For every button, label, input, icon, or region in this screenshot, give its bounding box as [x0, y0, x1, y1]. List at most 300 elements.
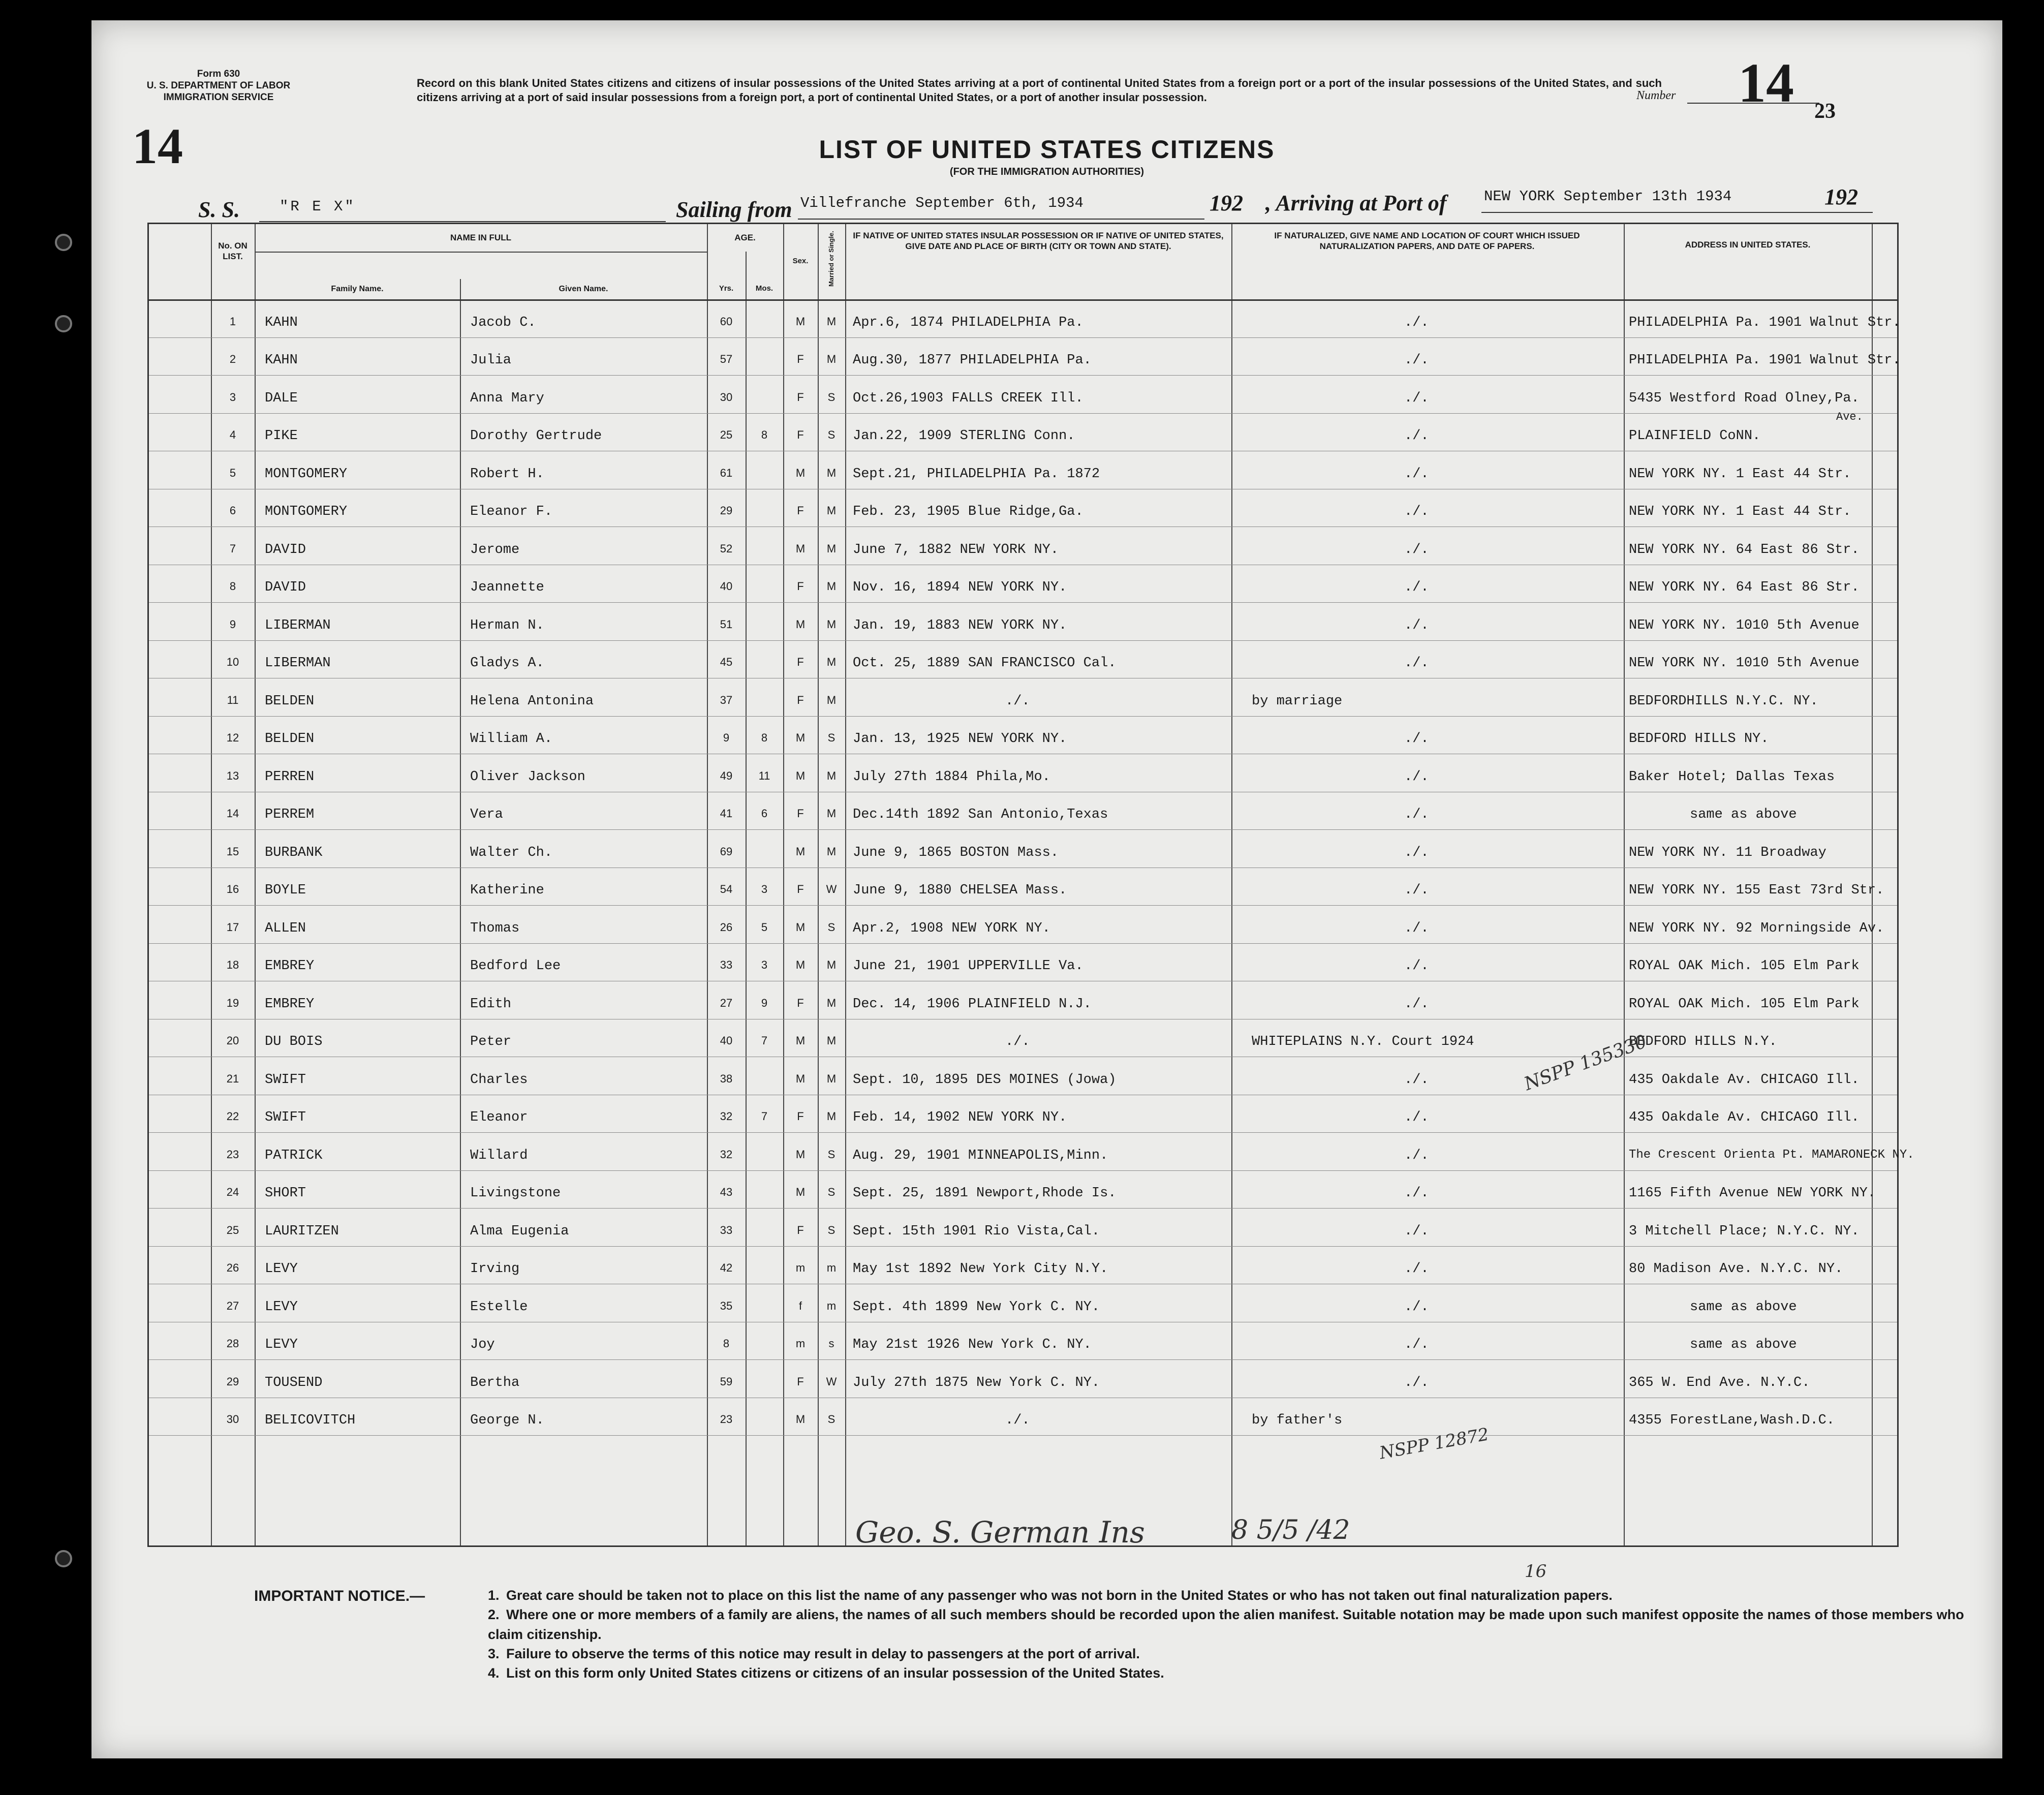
given-name: Walter Ch. [470, 845, 553, 860]
record-instructions: Record on this blank United States citizens and citizens of insular possessions of the United States arriving at a port of continental United States from a foreign port or a port of the insular possessions of the United States, and such citizens arriving at a port of said insular possessions from a foreign port, a port of continental United States, or a port of another insular possession. [417, 77, 1662, 104]
us-address: BEDFORDHILLS N.Y.C. NY. [1629, 693, 1818, 709]
family-name: BELICOVITCH [265, 1413, 356, 1428]
form-identifier [137, 69, 300, 103]
us-address: NEW YORK NY. 155 East 73rd Str. [1629, 883, 1884, 898]
age-years: 33 [720, 1223, 733, 1236]
given-name: Herman N. [470, 617, 544, 633]
row-number: 15 [226, 845, 239, 858]
service-name: IMMIGRATION SERVICE [163, 91, 274, 103]
row-number: 25 [226, 1223, 239, 1236]
age-years: 8 [723, 1337, 730, 1350]
birth-info: Dec.14th 1892 San Antonio,Texas [853, 807, 1108, 822]
given-name: Helena Antonina [470, 693, 594, 709]
given-name: William A. [470, 731, 553, 747]
sailing-from-value: Villefranche September 6th, 1934 [800, 195, 1083, 211]
us-address: NEW YORK NY. 1010 5th Avenue [1629, 617, 1860, 633]
given-name: Charles [470, 1072, 528, 1088]
row-number: 9 [229, 617, 236, 631]
sex: M [795, 920, 806, 934]
age-years: 59 [720, 1375, 733, 1388]
us-address: Baker Hotel; Dallas Texas [1629, 769, 1835, 785]
marital-status: S [827, 390, 835, 404]
family-name: PERREM [265, 807, 315, 822]
birth-info: Sept. 25, 1891 Newport,Rhode Is. [853, 1186, 1117, 1201]
us-address: ROYAL OAK Mich. 105 Elm Park [1629, 958, 1860, 974]
family-name: MONTGOMERY [265, 504, 348, 519]
sex: F [797, 504, 804, 517]
col-header-sex: Sex. [792, 257, 809, 265]
arriving-label: , Arriving at Port of [1265, 191, 1447, 215]
us-address: NEW YORK NY. 64 East 86 Str. [1629, 542, 1860, 558]
sex: F [797, 807, 804, 820]
row-number: 7 [229, 542, 236, 555]
birth-info: Feb. 14, 1902 NEW YORK NY. [853, 1110, 1067, 1125]
age-years: 26 [720, 920, 733, 934]
age-years: 61 [720, 466, 733, 479]
marital-status: M [826, 1110, 837, 1123]
number-label: Number [1636, 89, 1676, 102]
col-header-yrs: Yrs. [719, 284, 734, 293]
us-address: PHILADELPHIA Pa. 1901 Walnut Str. [1629, 353, 1901, 368]
naturalization-info: ./. [1404, 1299, 1429, 1315]
col-header-given-name: Given Name. [559, 285, 608, 293]
naturalization-info: ./. [1404, 731, 1429, 747]
us-address: 1165 Fifth Avenue NEW YORK NY. [1629, 1186, 1876, 1201]
given-name: Livingstone [470, 1186, 561, 1201]
sex: F [797, 428, 804, 441]
family-name: PIKE [265, 428, 298, 444]
age-years: 32 [720, 1110, 733, 1123]
birth-info: Oct.26,1903 FALLS CREEK Ill. [853, 390, 1083, 406]
marital-status: M [826, 580, 837, 593]
given-name: George N. [470, 1413, 544, 1428]
given-name: Gladys A. [470, 656, 544, 671]
sex: F [797, 580, 804, 593]
naturalization-info: ./. [1404, 428, 1429, 444]
row-number: 26 [226, 1261, 239, 1274]
row-number: 30 [226, 1413, 239, 1426]
marital-status: S [827, 731, 835, 744]
birth-info: Apr.2, 1908 NEW YORK NY. [853, 920, 1050, 936]
given-name: Jacob C. [470, 315, 536, 330]
sex: m [795, 1337, 806, 1350]
birth-info: June 21, 1901 UPPERVILLE Va. [853, 958, 1083, 974]
marital-status: M [826, 958, 837, 971]
given-name: Katherine [470, 883, 544, 898]
row-number: 2 [229, 353, 236, 365]
us-address: NEW YORK NY. 1010 5th Avenue [1629, 656, 1860, 671]
row3-address-extra: Ave. [1836, 411, 1863, 423]
age-years: 41 [720, 807, 733, 820]
naturalization-info: ./. [1404, 353, 1429, 368]
birth-info: Apr.6, 1874 PHILADELPHIA Pa. [853, 315, 1083, 330]
col-header-birth: IF NATIVE OF UNITED STATES INSULAR POSSESSION OR IF NATIVE OF UNITED STATES, GIVE DATE AND PLACE OF BIRTH (CITY OR TOWN AND STATE). [853, 231, 1224, 252]
age-years: 23 [720, 1413, 733, 1426]
birth-info: Feb. 23, 1905 Blue Ridge,Ga. [853, 504, 1083, 519]
us-address: PHILADELPHIA Pa. 1901 Walnut Str. [1629, 315, 1901, 330]
given-name: Oliver Jackson [470, 769, 585, 785]
marital-status: s [828, 1337, 834, 1350]
us-address: 4355 ForestLane,Wash.D.C. [1629, 1413, 1835, 1428]
col-header-naturalized: IF NATURALIZED, GIVE NAME AND LOCATION OF COURT WHICH ISSUED NATURALIZATION PAPERS, AND DATE OF PAPERS. [1274, 231, 1580, 252]
marital-status: M [826, 656, 837, 668]
col-header-married-single: Married or Single. [827, 231, 835, 287]
punch-hole [55, 315, 72, 332]
age-months: 5 [761, 920, 768, 934]
family-name: BELDEN [265, 731, 315, 747]
us-address: BEDFORD HILLS N.Y. [1629, 1034, 1777, 1049]
birth-info: Aug. 29, 1901 MINNEAPOLIS,Minn. [853, 1148, 1108, 1163]
row-number: 14 [226, 807, 239, 820]
naturalization-info: ./. [1404, 315, 1429, 330]
us-address: 435 Oakdale Av. CHICAGO Ill. [1629, 1072, 1860, 1088]
family-name: DU BOIS [265, 1034, 323, 1049]
sex: F [797, 883, 804, 895]
col-header-age: AGE. [734, 233, 756, 242]
left-page-number: 14 [132, 118, 183, 174]
notice-item-number: 3. [488, 1646, 500, 1661]
sex: F [797, 656, 804, 668]
birth-info: Sept.21, PHILADELPHIA Pa. 1872 [853, 466, 1100, 482]
naturalization-info: ./. [1404, 1072, 1429, 1088]
naturalization-info: WHITEPLAINS N.Y. Court 1924 [1252, 1034, 1474, 1049]
naturalization-info: ./. [1404, 1186, 1429, 1201]
age-years: 49 [720, 769, 733, 782]
birth-info: Nov. 16, 1894 NEW YORK NY. [853, 580, 1067, 595]
family-name: BELDEN [265, 693, 315, 709]
row-number: 27 [226, 1299, 239, 1312]
family-name: LEVY [265, 1261, 298, 1277]
birth-info: Oct. 25, 1889 SAN FRANCISCO Cal. [853, 656, 1117, 671]
family-name: EMBREY [265, 996, 315, 1012]
inspector-signature: Geo. S. German Ins [855, 1515, 1145, 1550]
age-months: 7 [761, 1110, 768, 1123]
arriving-year-suffix: 192 [1824, 184, 1858, 209]
age-years: 35 [720, 1299, 733, 1312]
naturalization-info: ./. [1404, 1148, 1429, 1163]
notice-item-number: 2. [488, 1607, 500, 1623]
us-address: 435 Oakdale Av. CHICAGO Ill. [1629, 1110, 1860, 1125]
marital-status: S [827, 1413, 835, 1426]
sex: F [797, 1223, 804, 1236]
family-name: BOYLE [265, 883, 306, 898]
notice-list [488, 1586, 1982, 1683]
age-years: 40 [720, 580, 733, 593]
family-name: DAVID [265, 580, 306, 595]
sex: F [797, 693, 804, 706]
given-name: Julia [470, 353, 512, 368]
us-address: NEW YORK NY. 11 Broadway [1629, 845, 1826, 860]
age-years: 60 [720, 315, 733, 328]
given-name: Estelle [470, 1299, 528, 1315]
birth-info: May 21st 1926 New York C. NY. [853, 1337, 1092, 1352]
family-name: LEVY [265, 1337, 298, 1352]
birth-info: June 7, 1882 NEW YORK NY. [853, 542, 1059, 558]
age-years: 51 [720, 617, 733, 631]
us-address: same as above [1690, 1337, 1797, 1352]
signature-date: 8 5/5 /42 [1231, 1515, 1350, 1545]
department-name: U. S. DEPARTMENT OF LABOR [146, 80, 291, 91]
row-number: 20 [226, 1034, 239, 1047]
sex: M [795, 1034, 806, 1047]
us-address: NEW YORK NY. 1 East 44 Str. [1629, 504, 1851, 519]
notice-item-text: Failure to observe the terms of this notice may result in delay to passengers at the port of arrival. [506, 1646, 1140, 1661]
given-name: Bedford Lee [470, 958, 561, 974]
age-years: 57 [720, 353, 733, 365]
naturalization-info: ./. [1404, 542, 1429, 558]
row-number: 8 [229, 580, 236, 593]
sex: M [795, 617, 806, 631]
naturalization-info: ./. [1404, 883, 1429, 898]
given-name: Edith [470, 996, 512, 1012]
sex: M [795, 1186, 806, 1198]
naturalization-info: ./. [1404, 769, 1429, 785]
row-number: 18 [226, 958, 239, 971]
page-title: LIST OF UNITED STATES CITIZENS [819, 135, 1275, 164]
ss-label: S. S. [198, 197, 240, 222]
marital-status: M [826, 996, 837, 1009]
family-name: ALLEN [265, 920, 306, 936]
sex: f [798, 1299, 802, 1312]
naturalization-info: by marriage [1252, 693, 1343, 709]
birth-info: June 9, 1880 CHELSEA Mass. [853, 883, 1067, 898]
given-name: Eleanor F. [470, 504, 553, 519]
ship-name: "R E X" [280, 198, 356, 215]
age-years: 32 [720, 1148, 733, 1161]
given-name: Eleanor [470, 1110, 528, 1125]
sex: M [795, 1413, 806, 1426]
marital-status: M [826, 807, 837, 820]
col-header-mos: Mos. [755, 284, 773, 293]
age-years: 33 [720, 958, 733, 971]
row-number: 21 [226, 1072, 239, 1085]
punch-hole [55, 1550, 72, 1567]
sex: F [797, 1110, 804, 1123]
naturalization-info: ./. [1404, 1375, 1429, 1390]
birth-info: Aug.30, 1877 PHILADELPHIA Pa. [853, 353, 1092, 368]
family-name: BURBANK [265, 845, 323, 860]
naturalization-info: ./. [1404, 580, 1429, 595]
birth-info: ./. [1005, 1034, 1030, 1049]
family-name: MONTGOMERY [265, 466, 348, 482]
col-header-address: ADDRESS IN UNITED STATES. [1685, 240, 1811, 250]
naturalization-info: ./. [1404, 807, 1429, 822]
age-years: 29 [720, 504, 733, 517]
given-name: Joy [470, 1337, 495, 1352]
sex: M [795, 769, 806, 782]
notice-item [488, 1605, 1982, 1644]
notice-item-text: Great care should be taken not to place on this list the name of any passenger who was not born in the United States or who has not taken out final naturalization papers. [506, 1588, 1613, 1603]
given-name: Anna Mary [470, 390, 544, 406]
notice-item [488, 1586, 1982, 1605]
row-number: 16 [226, 883, 239, 895]
us-address: 80 Madison Ave. N.Y.C. NY. [1629, 1261, 1843, 1277]
age-years: 42 [720, 1261, 733, 1274]
sex: M [795, 1148, 806, 1161]
notice-item [488, 1663, 1982, 1683]
row20-annotation: NSPP 135330 [1521, 1031, 1650, 1095]
marital-status: m [826, 1299, 837, 1312]
birth-info: July 27th 1875 New York C. NY. [853, 1375, 1100, 1390]
row-number: 23 [226, 1148, 239, 1161]
col-header-name-in-full: NAME IN FULL [450, 233, 511, 242]
family-name: SWIFT [265, 1072, 306, 1088]
age-years: 45 [720, 656, 733, 668]
col-header-family-name: Family Name. [331, 285, 384, 293]
family-name: LEVY [265, 1299, 298, 1315]
punch-hole [55, 234, 72, 251]
age-years: 37 [720, 693, 733, 706]
sex: M [795, 1072, 806, 1085]
number-value: 14 [1738, 52, 1794, 114]
family-name: EMBREY [265, 958, 315, 974]
birth-info: Jan. 19, 1883 NEW YORK NY. [853, 617, 1067, 633]
marital-status: M [826, 845, 837, 858]
given-name: Vera [470, 807, 503, 822]
us-address: 5435 Westford Road Olney,Pa. [1629, 390, 1860, 406]
page-mark: 16 [1525, 1561, 1547, 1582]
sex: M [795, 315, 806, 328]
col-header-no: No. ON LIST. [218, 241, 247, 262]
arriving-value: NEW YORK September 13th 1934 [1484, 188, 1732, 205]
sex: F [797, 353, 804, 365]
age-months: 11 [758, 769, 770, 782]
sailing-from-label: Sailing from [676, 197, 792, 222]
marital-status: S [827, 1186, 835, 1198]
marital-status: S [827, 920, 835, 934]
family-name: PERREN [265, 769, 315, 785]
naturalization-info: ./. [1404, 996, 1429, 1012]
age-months: 6 [761, 807, 768, 820]
sex: M [795, 958, 806, 971]
us-address: PLAINFIELD CoNN. [1629, 428, 1761, 444]
naturalization-info: ./. [1404, 617, 1429, 633]
family-name: DAVID [265, 542, 306, 558]
family-name: KAHN [265, 353, 298, 368]
us-address: same as above [1690, 1299, 1797, 1315]
birth-info: Jan. 13, 1925 NEW YORK NY. [853, 731, 1067, 747]
marital-status: M [826, 1034, 837, 1047]
age-months: 8 [761, 731, 768, 744]
age-months: 9 [761, 996, 768, 1009]
age-years: 38 [720, 1072, 733, 1085]
age-months: 8 [761, 428, 768, 441]
row-number: 22 [226, 1110, 239, 1123]
naturalization-info: by father's [1252, 1413, 1343, 1428]
us-address: BEDFORD HILLS NY. [1629, 731, 1769, 747]
us-address: The Crescent Orienta Pt. MAMARONECK NY. [1629, 1148, 1914, 1162]
notice-item-text: Where one or more members of a family are aliens, the names of all such members should be recorded upon the alien manifest. Suitable notation may be made upon such manifest opposite the names of those members who claim citizenship. [488, 1607, 1964, 1642]
sex: M [795, 845, 806, 858]
age-years: 40 [720, 1034, 733, 1047]
given-name: Jerome [470, 542, 520, 558]
row-number: 29 [226, 1375, 239, 1388]
marital-status: M [826, 353, 837, 365]
birth-info: Sept. 4th 1899 New York C. NY. [853, 1299, 1100, 1315]
marital-status: M [826, 617, 837, 631]
family-name: SHORT [265, 1186, 306, 1201]
naturalization-info: ./. [1404, 1110, 1429, 1125]
age-months: 3 [761, 958, 768, 971]
given-name: Willard [470, 1148, 528, 1163]
marital-status: m [826, 1261, 837, 1274]
age-months: 3 [761, 883, 768, 895]
naturalization-info: ./. [1404, 656, 1429, 671]
given-name: Dorothy Gertrude [470, 428, 602, 444]
birth-info: Jan.22, 1909 STERLING Conn. [853, 428, 1075, 444]
us-address: ROYAL OAK Mich. 105 Elm Park [1629, 996, 1860, 1012]
sex: M [795, 466, 806, 479]
row-number: 17 [226, 920, 239, 934]
naturalization-info: ./. [1404, 466, 1429, 482]
notice-item-number: 4. [488, 1665, 500, 1681]
age-years: 43 [720, 1186, 733, 1198]
marital-status: M [826, 693, 837, 706]
family-name: LIBERMAN [265, 617, 331, 633]
row30-annotation: NSPP 12872 [1378, 1424, 1491, 1464]
marital-status: S [827, 1148, 835, 1161]
us-address: NEW YORK NY. 1 East 44 Str. [1629, 466, 1851, 482]
row-number: 5 [229, 466, 236, 479]
row-number: 10 [226, 656, 239, 668]
corner-mark: 23 [1814, 100, 1836, 123]
birth-info: June 9, 1865 BOSTON Mass. [853, 845, 1059, 860]
family-name: KAHN [265, 315, 298, 330]
birth-info: Sept. 15th 1901 Rio Vista,Cal. [853, 1223, 1100, 1239]
naturalization-info: ./. [1404, 390, 1429, 406]
marital-status: M [826, 466, 837, 479]
birth-info: July 27th 1884 Phila,Mo. [853, 769, 1050, 785]
marital-status: M [826, 504, 837, 517]
marital-status: M [826, 315, 837, 328]
given-name: Alma Eugenia [470, 1223, 569, 1239]
age-years: 54 [720, 883, 733, 895]
birth-info: Dec. 14, 1906 PLAINFIELD N.J. [853, 996, 1092, 1012]
notice-item-text: List on this form only United States citizens or citizens of an insular possession of the United States. [506, 1665, 1164, 1681]
given-name: Irving [470, 1261, 520, 1277]
form-number: Form 630 [197, 69, 240, 79]
marital-status: W [826, 1375, 837, 1388]
page-subtitle: (FOR THE IMMIGRATION AUTHORITIES) [949, 166, 1144, 177]
birth-info: ./. [1005, 693, 1030, 709]
age-years: 27 [720, 996, 733, 1009]
sex: m [795, 1261, 806, 1274]
age-years: 69 [720, 845, 733, 858]
us-address: 3 Mitchell Place; N.Y.C. NY. [1629, 1223, 1860, 1239]
row-number: 6 [229, 504, 236, 517]
row-number: 12 [226, 731, 239, 744]
sex: M [795, 542, 806, 555]
sex: F [797, 996, 804, 1009]
family-name: DALE [265, 390, 298, 406]
sex: M [795, 731, 806, 744]
given-name: Robert H. [470, 466, 544, 482]
family-name: PATRICK [265, 1148, 323, 1163]
notice-label: IMPORTANT NOTICE.— [254, 1588, 425, 1604]
given-name: Bertha [470, 1375, 520, 1390]
marital-status: M [826, 542, 837, 555]
passenger-table [147, 223, 1914, 1550]
family-name: TOUSEND [265, 1375, 323, 1390]
age-months: 7 [761, 1034, 768, 1047]
marital-status: M [826, 1072, 837, 1085]
naturalization-info: ./. [1404, 1223, 1429, 1239]
notice-item-number: 1. [488, 1588, 500, 1603]
row-number: 4 [229, 428, 236, 441]
row-number: 1 [229, 315, 236, 328]
family-name: LIBERMAN [265, 656, 331, 671]
age-years: 25 [720, 428, 733, 441]
